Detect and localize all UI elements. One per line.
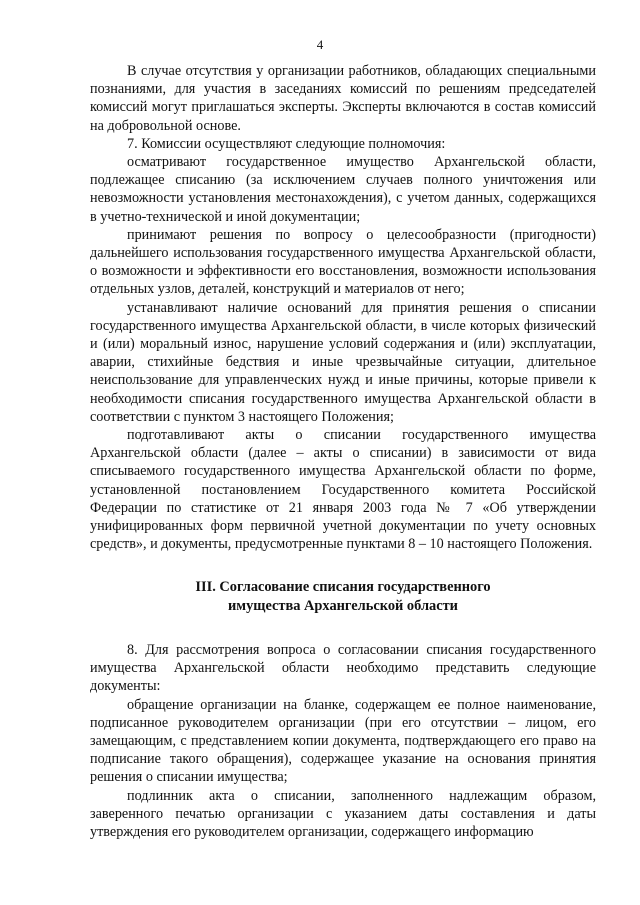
section-heading — [90, 578, 596, 614]
section-heading-line-1: III. Согласование списания государственного — [195, 579, 491, 596]
document-body — [90, 62, 596, 841]
paragraph-item-8: 8. Для рассмотрения вопроса о согласовании списания государственного имущества Архангельской области необходимо представить следующие документы: — [90, 641, 596, 695]
page-number: 4 — [316, 37, 324, 52]
paragraph-original-act: подлинник акта о списании, заполненного надлежащим образом, заверенного печатью организации с указанием даты составления и даты утверждения его руководителем организации, содержащего информацию — [90, 787, 596, 840]
paragraph-decisions: принимают решения по вопросу о целесообразности (пригодности) дальнейшего использования государственного имущества Архангельской области, о возможности и эффективности его восстановления, возможности использования отдельных узлов, деталей, конструкций и материалов от него; — [90, 226, 596, 298]
paragraph-item-7: 7. Комиссии осуществляют следующие полномочия: — [127, 135, 446, 152]
section-heading-line-2: имущества Архангельской области — [228, 597, 458, 614]
paragraph-request: обращение организации на бланке, содержащем ее полное наименование, подписанное руководителем организации (при его отсутствии – лицом, его замещающим, с представлением копии документа, подтверждающего его право на подписание такого обращения), содержащее указание на основания принятия решения о списании имущества; — [90, 696, 596, 786]
paragraph-inspect: осматривают государственное имущество Архангельской области, подлежащее списанию (за исключением случаев полного уничтожения или невозможности установления местонахождения), с учетом данных, содержащихся в учетно-технической и иной документации; — [90, 154, 596, 225]
paragraph-grounds: устанавливают наличие оснований для принятия решения о списании государственного имущества Архангельской области, в числе которых физический и (или) моральный износ, нарушение условий содержания и (или) эксплуатации, аварии, стихийные бедствия и иные чрезвычайные ситуации, длительное неиспользование для управленческих нужд и иные причины, которые привели к необходимости списания государственного имущества Архангельской области в соответствии с пунктом 3 настоящего Положения; — [90, 299, 596, 425]
paragraph-acts: подготавливают акты о списании государственного имущества Архангельской области (далее – акты о списании) в зависимости от вида списываемого государственного имущества Архангельской области по форме, установленной постановлением Государственного комитета Российской Федерации по статистике от 21 января 2003 года № 7 «Об утверждении унифицированных форм первичной учетной документации по учету основных средств», и документы, предусмотренные пунктами 8 – 10 настоящего Положения. — [90, 427, 596, 553]
paragraph-experts: В случае отсутствия у организации работников, обладающих специальными познаниями, для участия в заседаниях комиссий по решениям председателей комиссий могут приглашаться эксперты. Эксперты включаются в состав комиссий на добровольной основе. — [90, 63, 596, 134]
